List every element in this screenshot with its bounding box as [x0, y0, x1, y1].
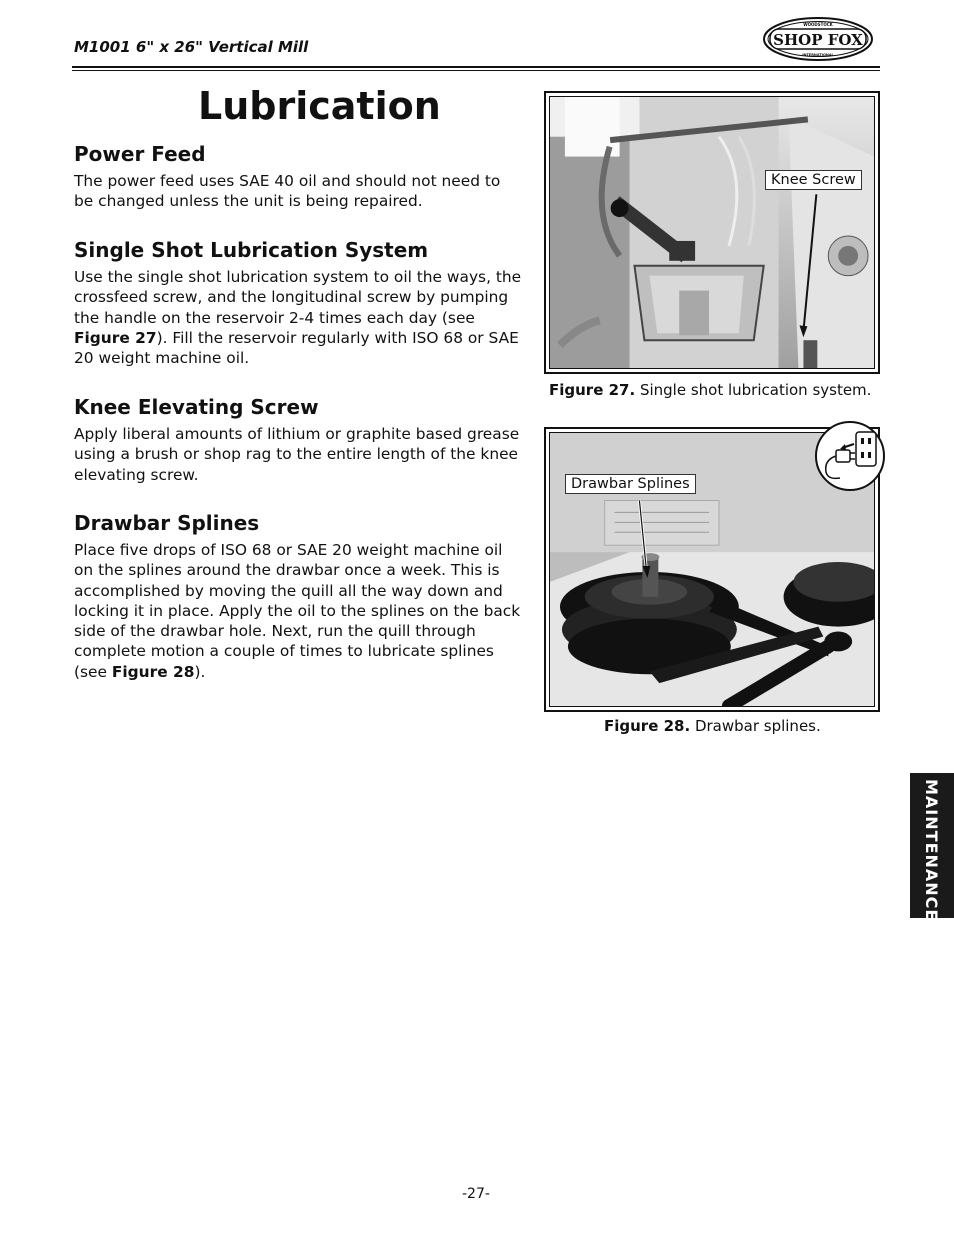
header-rule	[72, 66, 880, 68]
figure-27-reference: Figure 27	[74, 328, 157, 347]
unplug-power-icon	[814, 420, 886, 492]
svg-text:INTERNATIONAL: INTERNATIONAL	[802, 53, 834, 57]
figure-28-reference: Figure 28	[111, 662, 195, 681]
section-text-power-feed: The power feed uses SAE 40 oil and should not need to be changed unless the unit is being repaired.	[74, 172, 501, 211]
callout-drawbar-splines: Drawbar Splines	[565, 474, 696, 494]
document-header-title: M1001 6" x 26" Vertical Mill	[74, 38, 309, 56]
section-text-drawbar-splines: Place five drops of ISO 68 or SAE 20 weight machine oil on the splines around the drawbar once a week. This is accomplished by moving the quill all the way down and locking it in place. Apply the oil to the splines on the back side of the drawbar hole. Next, run the quill through complete motion a couple of times to lubricate splines (see Figure 28).	[74, 541, 521, 681]
section-text-knee-screw: Apply liberal amounts of lithium or graphite based grease using a brush or shop rag to the entire length of the knee elevating screw.	[74, 425, 520, 484]
svg-text:SHOP FOX: SHOP FOX	[773, 31, 863, 49]
section-heading-knee-screw: Knee Elevating Screw	[74, 395, 319, 419]
figure-27-photo	[544, 91, 880, 374]
side-tab-label: MAINTENANCE	[922, 779, 941, 922]
figure-27-caption: Figure 27. Single shot lubrication system.	[549, 381, 872, 399]
shop-fox-logo	[762, 16, 874, 62]
header-rule-thin	[72, 70, 880, 71]
lubrication-system-illustration	[550, 97, 874, 368]
section-heading-drawbar-splines: Drawbar Splines	[74, 511, 260, 535]
page-title: Lubrication	[198, 84, 441, 128]
page-number: -27-	[462, 1186, 490, 1202]
section-heading-single-shot: Single Shot Lubrication System	[74, 238, 429, 262]
figure-28-photo	[544, 427, 880, 712]
callout-knee-screw: Knee Screw	[765, 170, 862, 190]
maintenance-side-tab	[910, 773, 954, 922]
figure-28-caption: Figure 28. Drawbar splines.	[604, 717, 821, 735]
svg-text:WOODSTOCK: WOODSTOCK	[803, 22, 833, 27]
section-text-single-shot: Use the single shot lubrication system to oil the ways, the crossfeed screw, and the longitudinal screw by pumping the handle on the reservoir 2-4 times each day (see Figure 27). Fill the reservoir regularly with ISO 68 or SAE 20 weight machine oil.	[74, 268, 522, 368]
section-heading-power-feed: Power Feed	[74, 142, 206, 166]
